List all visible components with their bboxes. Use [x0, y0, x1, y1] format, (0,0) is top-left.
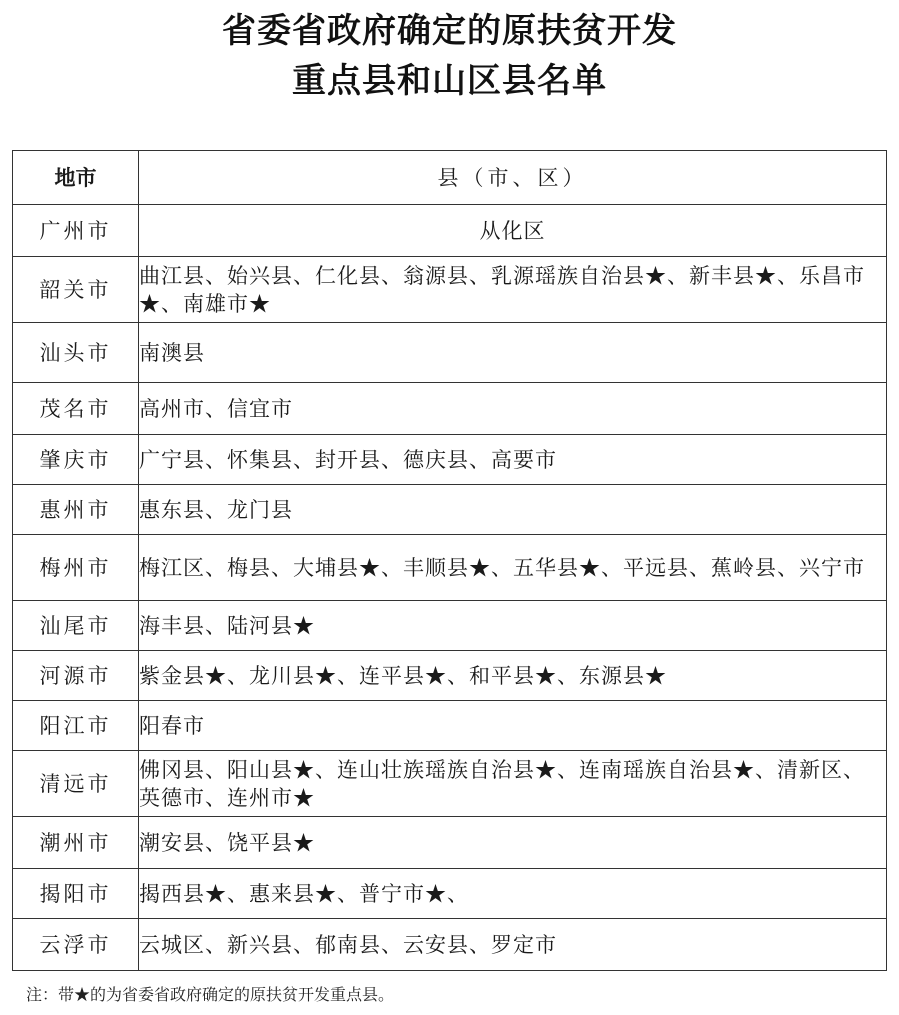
table-header-row [13, 151, 887, 205]
counties-cell: 曲江县、始兴县、仁化县、翁源县、乳源瑶族自治县★、新丰县★、乐昌市★、南雄市★ [139, 257, 887, 323]
counties-cell: 惠东县、龙门县 [139, 485, 887, 535]
counties-cell: 梅江区、梅县、大埔县★、丰顺县★、五华县★、平远县、蕉岭县、兴宁市 [139, 535, 887, 601]
title-line-1: 省委省政府确定的原扶贫开发 [222, 11, 677, 51]
city-cell: 广州市 [13, 205, 139, 257]
table-row [13, 205, 887, 257]
counties-cell: 南澳县 [139, 323, 887, 383]
table-row [13, 257, 887, 323]
city-cell: 汕尾市 [13, 601, 139, 651]
city-cell: 阳江市 [13, 701, 139, 751]
table-row [13, 485, 887, 535]
counties-cell: 海丰县、陆河县★ [139, 601, 887, 651]
city-cell: 肇庆市 [13, 435, 139, 485]
document-title [0, 6, 899, 106]
counties-cell: 紫金县★、龙川县★、连平县★、和平县★、东源县★ [139, 651, 887, 701]
counties-cell: 广宁县、怀集县、封开县、德庆县、高要市 [139, 435, 887, 485]
counties-cell: 佛冈县、阳山县★、连山壮族瑶族自治县★、连南瑶族自治县★、清新区、英德市、连州市★ [139, 751, 887, 817]
table-row [13, 535, 887, 601]
table-row [13, 383, 887, 435]
table-row [13, 601, 887, 651]
county-list-table [12, 150, 887, 971]
table-row [13, 869, 887, 919]
counties-cell: 潮安县、饶平县★ [139, 817, 887, 869]
table-row [13, 323, 887, 383]
header-city: 地市 [13, 151, 139, 205]
header-counties: 县（市、区） [139, 151, 887, 205]
table-row [13, 651, 887, 701]
counties-cell: 从化区 [139, 205, 887, 257]
counties-cell: 高州市、信宜市 [139, 383, 887, 435]
footnote: 注：带★的为省委省政府确定的原扶贫开发重点县。 [26, 985, 395, 1004]
city-cell: 汕头市 [13, 323, 139, 383]
table-row [13, 751, 887, 817]
city-cell: 茂名市 [13, 383, 139, 435]
city-cell: 河源市 [13, 651, 139, 701]
city-cell: 潮州市 [13, 817, 139, 869]
city-cell: 韶关市 [13, 257, 139, 323]
title-line-2: 重点县和山区县名单 [292, 61, 607, 101]
counties-cell: 云城区、新兴县、郁南县、云安县、罗定市 [139, 919, 887, 971]
table-row [13, 435, 887, 485]
city-cell: 揭阳市 [13, 869, 139, 919]
table-row [13, 817, 887, 869]
counties-cell: 阳春市 [139, 701, 887, 751]
city-cell: 云浮市 [13, 919, 139, 971]
counties-cell: 揭西县★、惠来县★、普宁市★、 [139, 869, 887, 919]
city-cell: 清远市 [13, 751, 139, 817]
table-row [13, 919, 887, 971]
city-cell: 惠州市 [13, 485, 139, 535]
table-row [13, 701, 887, 751]
city-cell: 梅州市 [13, 535, 139, 601]
